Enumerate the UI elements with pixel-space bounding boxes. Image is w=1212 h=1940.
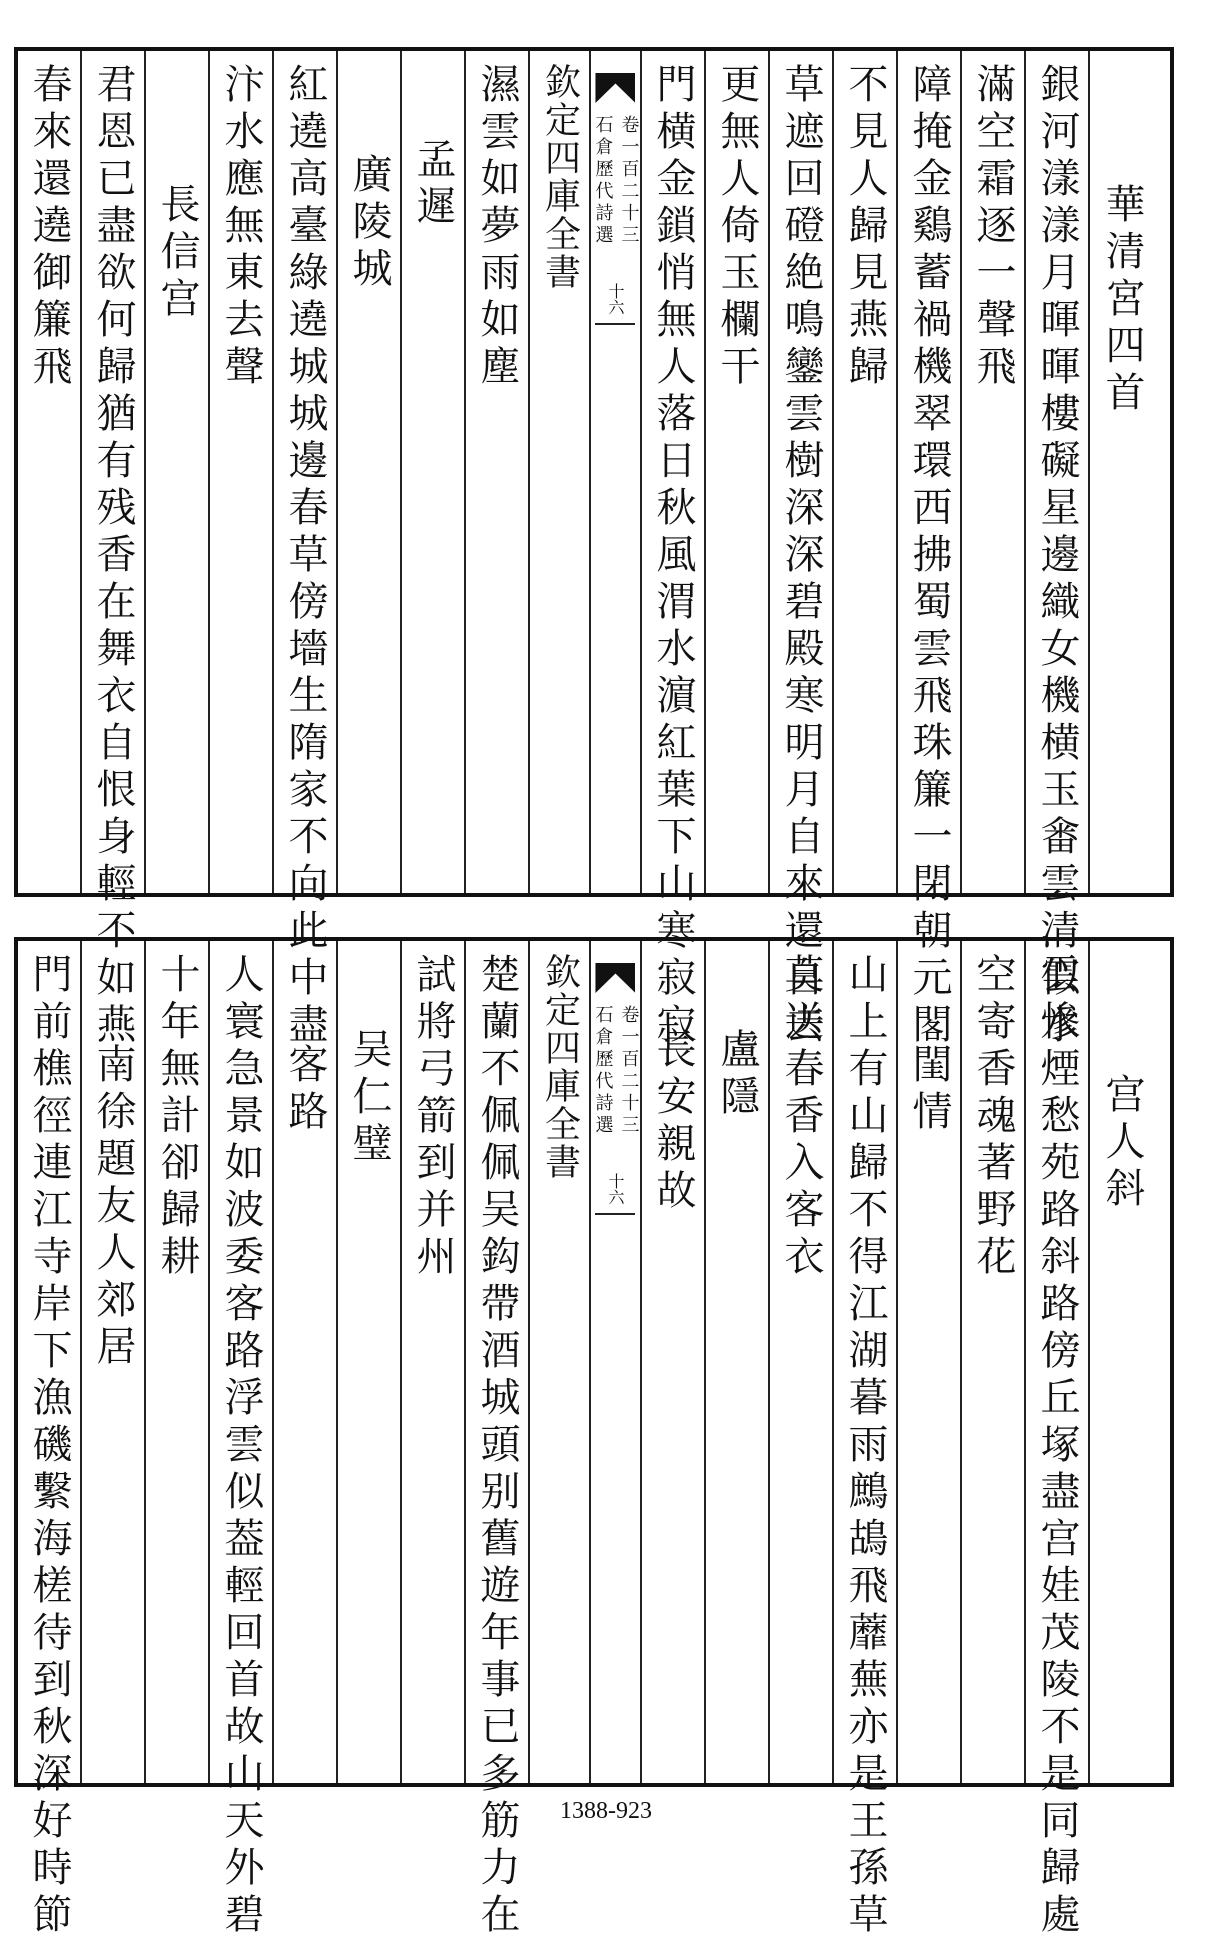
fishtail-mark-icon <box>595 73 635 103</box>
book-title: 欽定四庫全書 <box>539 953 581 1181</box>
text-line: 門横金鎖悄無人落日秋風渭水濵紅葉下山寒寂寂 <box>650 63 696 1050</box>
book-title-column <box>530 941 591 1783</box>
text-column <box>402 941 466 1783</box>
text-line: 十年無計卻歸耕 <box>154 953 200 1282</box>
divider <box>595 323 635 325</box>
poem-title: 南徐題友人郊居 <box>90 1043 136 1372</box>
book-meta-volume: 卷一百二十三 <box>618 115 640 247</box>
fishtail-mark-icon <box>595 963 635 993</box>
text-line: 莫送春香入客衣 <box>778 953 824 1282</box>
poem-title: 長安親故 <box>650 1028 696 1216</box>
text-line: 君恩已盡欲何歸猶有残香在舞衣自恨身輕不如燕 <box>90 63 136 1050</box>
book-meta-collection: 石倉歷代詩選 <box>592 115 614 247</box>
text-column <box>274 51 338 1050</box>
text-column <box>466 941 530 1940</box>
book-title: 欽定四庫全書 <box>539 63 581 291</box>
text-column <box>82 51 146 1050</box>
text-column <box>338 51 402 893</box>
text-column <box>1090 51 1154 893</box>
text-line: 滿空霜逐一聲飛 <box>970 63 1016 392</box>
text-line: 更無人倚玉欄干 <box>714 63 760 392</box>
page-number: 十六 <box>605 1173 625 1205</box>
text-column <box>706 51 770 893</box>
center-fold <box>530 51 642 893</box>
text-column <box>834 51 898 893</box>
text-column <box>706 941 770 1783</box>
author-name: 盧隱 <box>714 1028 760 1122</box>
text-line: 門前樵徑連江寺岸下漁磯繫海槎待到秋深好時節 <box>26 953 72 1940</box>
text-column <box>898 51 962 1050</box>
text-column <box>1026 941 1090 1940</box>
text-column <box>466 51 530 893</box>
text-column <box>962 51 1026 893</box>
author-name: 孟遲 <box>410 138 456 232</box>
text-column <box>274 941 338 1783</box>
text-column <box>210 51 274 893</box>
author-name: 吴仁璧 <box>346 1028 392 1169</box>
text-line: 雲慘煙愁苑路斜路傍丘塚盡宫娃茂陵不是同歸處 <box>1034 953 1080 1940</box>
book-title-column <box>530 51 591 893</box>
poem-title: 宫人斜 <box>1099 1073 1145 1214</box>
text-line: 紅遶高臺綠遶城城邊春草傍墻生隋家不向此中盡 <box>282 63 328 1050</box>
text-column <box>770 51 834 1050</box>
text-line: 濕雲如夢雨如塵 <box>474 63 520 392</box>
text-column <box>770 941 834 1783</box>
fold-info-column <box>591 941 640 1783</box>
book-meta-collection: 石倉歷代詩選 <box>592 1005 614 1137</box>
text-column <box>1026 51 1090 1050</box>
text-column <box>834 941 898 1940</box>
text-column <box>642 941 706 1783</box>
text-column <box>338 941 402 1783</box>
poem-title: 閨情 <box>906 1043 952 1137</box>
fold-info-column <box>591 51 640 893</box>
page-number: 十六 <box>605 283 625 315</box>
book-meta-volume: 卷一百二十三 <box>618 1005 640 1137</box>
text-line: 空寄香魂著野花 <box>970 953 1016 1282</box>
center-fold <box>530 941 642 1783</box>
text-line: 人寰急景如波委客路浮雲似葢輕回首故山天外碧 <box>218 953 264 1940</box>
text-line: 楚蘭不佩佩吴鈎帶酒城頭别舊遊年事已多筋力在 <box>474 953 520 1940</box>
page-label: 1388-923 <box>560 1798 652 1824</box>
book-meta <box>592 115 640 247</box>
text-column <box>1090 941 1154 1783</box>
poem-title: 長信宫 <box>154 183 200 324</box>
text-line: 汴水應無東去聲 <box>218 63 264 392</box>
text-column <box>82 941 146 1783</box>
poem-title: 廣陵城 <box>346 153 392 294</box>
text-column <box>402 51 466 893</box>
top-page-panel <box>14 47 1174 1050</box>
text-column <box>962 941 1026 1783</box>
text-column <box>898 941 962 1783</box>
text-line: 草遮回磴絶鳴鑾雲樹深深碧殿寒明月自來還自去 <box>778 63 824 1050</box>
text-line: 銀河漾漾月暉暉樓礙星邊織女機横玉𤲞雲清似水 <box>1034 63 1080 1050</box>
poem-title: 客路 <box>282 1043 328 1137</box>
text-column <box>146 941 210 1783</box>
text-line: 山上有山歸不得江湖暮雨鷓鴣飛蘼蕪亦是王孫草 <box>842 953 888 1940</box>
text-line: 障掩金鷄蓄禍機翠環西拂蜀雲飛珠簾一閉朝元閣 <box>906 63 952 1050</box>
text-line: 試將弓箭到并州 <box>410 953 456 1282</box>
text-column <box>642 51 706 1050</box>
book-meta <box>592 1005 640 1137</box>
text-line: 春來還遶御簾飛 <box>26 63 72 392</box>
text-column <box>18 941 82 1940</box>
poem-title: 華清宮四首 <box>1099 183 1145 418</box>
divider <box>595 1213 635 1215</box>
text-column <box>146 51 210 893</box>
text-column <box>18 51 82 893</box>
text-column <box>210 941 274 1940</box>
text-line: 不見人歸見燕歸 <box>842 63 888 392</box>
